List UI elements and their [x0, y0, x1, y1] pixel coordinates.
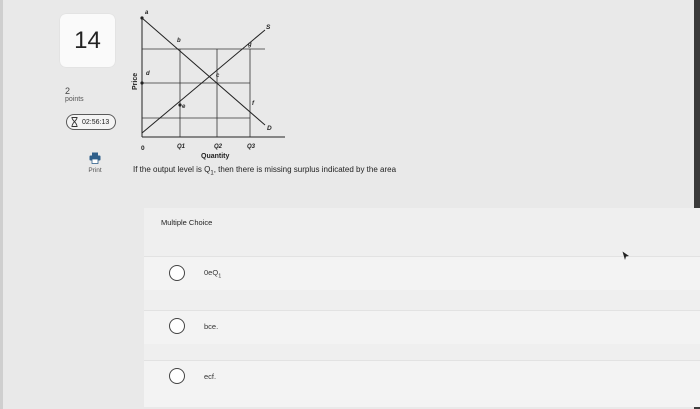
y-axis-label: Price: [132, 72, 139, 90]
option-row-1[interactable]: [144, 256, 700, 290]
hourglass-icon: [71, 117, 78, 127]
option-row-3[interactable]: [144, 360, 700, 407]
timer[interactable]: [66, 114, 116, 130]
tick-q3: Q3: [247, 144, 256, 150]
point-a: [140, 16, 143, 19]
supply-curve: [142, 30, 265, 133]
label-g: g: [248, 42, 252, 48]
label-demand: D: [267, 125, 272, 132]
option-1-radio[interactable]: [169, 265, 185, 281]
demand-curve: [142, 18, 265, 125]
tick-q2: Q2: [214, 144, 223, 150]
window-left-edge: [0, 0, 3, 409]
mouse-cursor-icon: [622, 251, 630, 261]
question-number: 14: [74, 26, 101, 54]
timer-text: 02:56:13: [82, 118, 110, 126]
label-e: e: [182, 104, 186, 110]
tick-q1: Q1: [177, 144, 186, 150]
multiple-choice-title: Multiple Choice: [161, 218, 213, 227]
printer-icon: [89, 152, 101, 164]
option-2-radio[interactable]: [169, 318, 185, 334]
question-prompt: If the output level is $Q_1$, then there is missing surplus indicated by the area: [133, 165, 397, 177]
point-d: [140, 81, 143, 84]
label-supply: S: [266, 24, 271, 31]
label-f: f: [252, 101, 254, 107]
option-2-label: bce.: [204, 322, 219, 331]
label-origin: 0: [141, 145, 145, 152]
label-c: c: [216, 73, 220, 79]
option-3-label: ecf.: [204, 372, 217, 381]
label-a: a: [145, 10, 149, 16]
option-row-2[interactable]: [144, 310, 700, 344]
question-number-card: [60, 14, 115, 67]
option-3-radio[interactable]: [169, 368, 185, 384]
print-label: Print: [88, 167, 102, 174]
points-label: points: [65, 96, 84, 103]
label-d: d: [146, 71, 150, 77]
points-value: 2: [65, 86, 71, 96]
print-button[interactable]: [80, 152, 110, 178]
x-axis-label: Quantity: [201, 153, 230, 160]
supply-demand-graph: [125, 0, 295, 165]
option-1-label: $0eQ_1$: [204, 268, 222, 280]
label-b: b: [177, 38, 181, 44]
